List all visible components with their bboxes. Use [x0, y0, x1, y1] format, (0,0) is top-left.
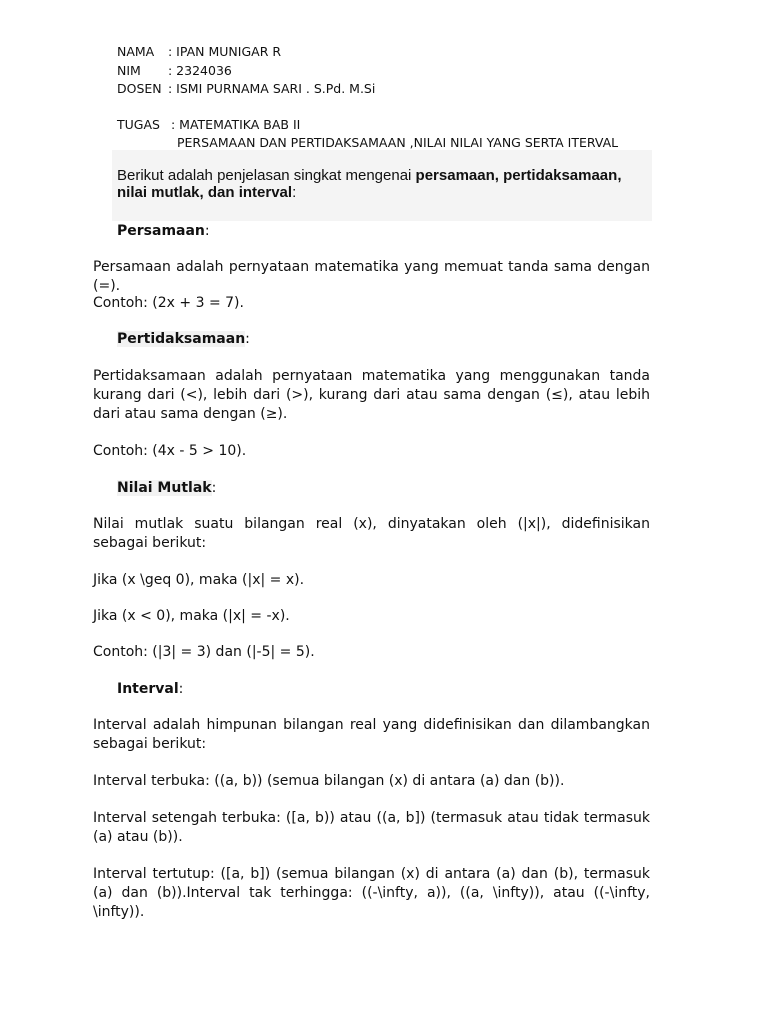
heading-nilai-mutlak-text: Nilai Mutlak — [117, 480, 212, 496]
tugas-subtitle: PERSAMAAN DAN PERTIDAKSAMAAN ,NILAI NILAI YANG SERTA ITERVAL — [177, 135, 619, 150]
heading-pertidaksamaan-text: Pertidaksamaan — [117, 331, 246, 347]
persamaan-example: Contoh: (2x + 3 = 7). — [93, 295, 244, 311]
nilai-mutlak-case-2: Jika (x < 0), maka (|x| = -x). — [93, 608, 290, 624]
nilai-mutlak-example: Contoh: (|3| = 3) dan (|-5| = 5). — [93, 644, 315, 660]
persamaan-definition: Persamaan adalah pernyataan matematika yang memuat tanda sama dengan (=). — [93, 259, 650, 294]
nim-label: NIM — [117, 63, 141, 78]
tugas-value: : MATEMATIKA BAB II — [171, 117, 301, 132]
nim-line — [117, 62, 232, 80]
nama-label: NAMA — [117, 44, 155, 59]
nama-value: : IPAN MUNIGAR R — [168, 44, 282, 59]
heading-nilai-mutlak: Nilai Mutlak: — [117, 480, 217, 496]
heading-pertidaksamaan: Pertidaksamaan: — [117, 331, 250, 347]
interval-open: Interval terbuka: ((a, b)) (semua bilangan (x) di antara (a) dan (b)). — [93, 773, 565, 789]
dosen-line — [117, 80, 375, 98]
heading-interval: Interval: — [117, 681, 184, 697]
pertidaksamaan-definition: Pertidaksamaan adalah pernyataan matematika yang menggunakan tanda kurang dari (<), lebih dari (>), kurang dari atau sama dengan (≤), atau lebih dari atau sama dengan (≥). — [93, 368, 650, 422]
nilai-mutlak-case-1: Jika (x \geq 0), maka (|x| = x). — [93, 572, 305, 588]
intro-text-end: : — [292, 184, 297, 201]
nim-value: : 2324036 — [168, 63, 232, 78]
interval-closed-infinite: Interval tertutup: ([a, b]) (semua bilangan (x) di antara (a) dan (b), termasuk (a) dan (b)).Interval tak terhingga: ((-\infty, a)), ((a, \infty)), atau ((-\infty, \infty)). — [93, 866, 650, 920]
dosen-value: : ISMI PURNAMA SARI . S.Pd. M.Si — [168, 81, 376, 96]
tugas-label: TUGAS — [117, 117, 160, 132]
interval-definition: Interval adalah himpunan bilangan real yang didefinisikan dan dilambangkan sebagai berikut: — [93, 717, 650, 752]
intro-text-start: Berikut adalah penjelasan singkat mengenai — [117, 167, 416, 184]
tugas-line — [117, 116, 300, 134]
heading-persamaan-text: Persamaan — [117, 223, 205, 239]
nama-line — [117, 43, 281, 61]
nilai-mutlak-definition: Nilai mutlak suatu bilangan real (x), dinyatakan oleh (|x|), didefinisikan sebagai berikut: — [93, 516, 650, 551]
intro-text-bold: persamaan, pertidaksamaan, nilai mutlak, dan interval — [117, 167, 622, 201]
heading-persamaan: Persamaan: — [117, 223, 210, 239]
dosen-label: DOSEN — [117, 81, 162, 96]
pertidaksamaan-example: Contoh: (4x - 5 > 10). — [93, 443, 247, 459]
intro-paragraph — [117, 167, 647, 201]
heading-interval-text: Interval — [117, 681, 179, 697]
interval-half-open: Interval setengah terbuka: ([a, b)) atau ((a, b]) (termasuk atau tidak termasuk (a) atau (b)). — [93, 810, 650, 845]
